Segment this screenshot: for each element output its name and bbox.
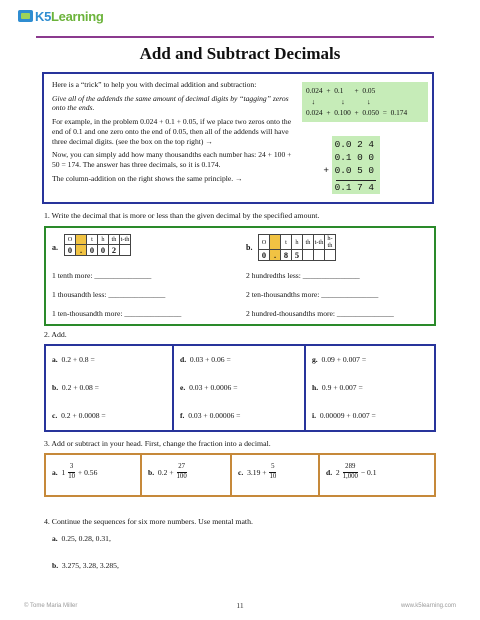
fraction: $\frac{5}{10}$ <box>269 463 277 480</box>
problem3d: d. 2 $\frac{289}{1,000}$ − 0.1 <box>326 463 377 480</box>
example-arrows: ↓ ↓ ↓ <box>306 97 371 106</box>
section4-label: 4. Continue the sequences for six more numbers. Use mental math. <box>44 517 253 526</box>
pv-header: t <box>281 235 292 250</box>
pv-header: O <box>259 235 270 250</box>
place-value-table-b <box>258 234 336 261</box>
pv-digit <box>303 250 314 261</box>
problem1b-line: 2 hundredths less: _______________ <box>246 271 360 280</box>
footer-copyright: © Tome Maria Miller <box>24 603 78 609</box>
section3-label: 3. Add or subtract in your head. First, change the fraction into a decimal. <box>44 439 271 448</box>
top-rule <box>36 36 434 38</box>
fraction: $\frac{289}{1,000}$ <box>342 463 358 480</box>
problem2-item: g. 0.09 + 0.007 = <box>312 355 367 364</box>
column-row: 0.1 0 0 <box>334 152 374 163</box>
problem2-item: e. 0.03 + 0.0006 = <box>180 383 238 392</box>
column-row: 0.0 2 4 <box>334 139 374 150</box>
problem2-item: h. 0.9 + 0.007 = <box>312 383 363 392</box>
problem2-item: b. 0.2 + 0.08 = <box>52 383 99 392</box>
column-divider <box>172 346 174 430</box>
logo-k5: K5 <box>35 8 52 24</box>
trick-thousandths: Now, you can simply add how many thousandths each number has: 24 + 100 + 50 = 174. The answer has three decimals, so it is 0.174. <box>52 150 292 170</box>
problem2-item: c. 0.2 + 0.0008 = <box>52 411 106 420</box>
pv-digit <box>314 250 325 261</box>
problem2-item: a. 0.2 + 0.8 = <box>52 355 95 364</box>
column-row: + 0.0 5 0 <box>323 165 374 176</box>
problem1a-line: 1 tenth more: _______________ <box>52 271 152 280</box>
problem3-box <box>44 453 436 497</box>
problem2-item: f. 0.03 + 0.00006 = <box>180 411 241 420</box>
pv-header <box>270 235 281 250</box>
pv-header: t <box>87 235 98 245</box>
trick-rule: Give all of the addends the same amount of decimal digits by “tagging” zeros onto the ends. <box>52 93 289 113</box>
pv-digit: 2 <box>109 245 120 256</box>
trick-column-note: The column-addition on the right shows the same principle. → <box>52 173 243 183</box>
pv-header <box>76 235 87 245</box>
column-addition-box <box>323 136 380 194</box>
pv-digit: 5 <box>292 250 303 261</box>
problem1a-line: 1 thousandth less: _______________ <box>52 290 166 299</box>
column-divider <box>140 455 142 495</box>
column-sum: 0.1 7 4 <box>334 182 374 193</box>
page-number: 11 <box>236 601 244 610</box>
trick-intro: Here is a “trick” to help you with decimal addition and subtraction: <box>52 80 257 89</box>
pv-header: th <box>109 235 120 245</box>
pv-header: th <box>303 235 314 250</box>
pv-header: h-th <box>325 235 336 250</box>
example-box <box>302 82 428 122</box>
problem1b-line: 2 ten-thousandths more: _______________ <box>246 290 379 299</box>
problem3a: a. 1 $\frac{3}{10}$ + 0.56 <box>52 463 98 480</box>
sum-line <box>336 180 376 181</box>
example-row-original: 0.024 + 0.1 + 0.05 <box>306 86 376 95</box>
sequence-b: b. 3.275, 3.28, 3.285, <box>52 561 119 570</box>
fraction: $\frac{27}{100}$ <box>176 463 187 480</box>
problem2-item: d. 0.03 + 0.06 = <box>180 355 231 364</box>
footer-site[interactable]: www.k5learning.com <box>400 603 456 609</box>
logo-learning: Learning <box>51 8 104 24</box>
problem1b-line: 2 hundred-thousandths more: _______________ <box>246 309 394 318</box>
problem1a-line: 1 ten-thousandth more: _______________ <box>52 309 182 318</box>
trick-example: For example, in the problem 0.024 + 0.1 + 0.05, if we place two zeros onto the end of 0.1 and one zero onto the end of 0.05, then all of the addends will have three decimal digits. (see the box on the top right) → <box>52 117 292 146</box>
pv-digit: 0 <box>259 250 270 261</box>
pv-header: t-th <box>120 236 130 243</box>
pv-digit: 0 <box>65 245 76 256</box>
pv-digit: 0 <box>87 245 98 256</box>
pv-header: t-th <box>314 235 325 250</box>
pv-header: h <box>98 235 109 245</box>
pv-digit: 0 <box>98 245 109 256</box>
logo-icon <box>18 10 33 22</box>
problem1b-letter: b. <box>246 243 253 252</box>
pv-point: . <box>76 245 87 256</box>
section2-label: 2. Add. <box>44 330 67 339</box>
problem3b: b. 0.2 + $\frac{27}{100}$ <box>148 463 187 480</box>
problem2-box <box>44 344 436 432</box>
problem3c: c. 3.19 + $\frac{5}{10}$ <box>238 463 277 480</box>
pv-point: . <box>270 250 281 261</box>
column-divider <box>230 455 232 495</box>
section1-label: 1. Write the decimal that is more or less than the given decimal by the specified amount. <box>44 211 320 220</box>
column-divider <box>304 346 306 430</box>
example-row-padded: 0.024 + 0.100 + 0.050 = 0.174 <box>306 108 408 117</box>
problem2-item: i. 0.00009 + 0.007 = <box>312 411 376 420</box>
problem1a-letter: a. <box>52 243 58 252</box>
pv-digit: 8 <box>281 250 292 261</box>
problem1-box <box>44 226 436 326</box>
trick-box <box>42 72 434 204</box>
fraction: $\frac{3}{10}$ <box>68 463 75 480</box>
pv-digit <box>325 250 336 261</box>
column-divider <box>318 455 320 495</box>
page-title: Add and Subtract Decimals <box>139 44 341 63</box>
place-value-table-a <box>64 234 131 256</box>
pv-header: O <box>65 235 76 245</box>
sequence-a: a. 0.25, 0.28, 0.31, <box>52 534 111 543</box>
trick-text <box>52 80 300 187</box>
k5-logo <box>18 8 104 24</box>
pv-header: h <box>292 235 303 250</box>
pv-digit <box>120 245 131 256</box>
